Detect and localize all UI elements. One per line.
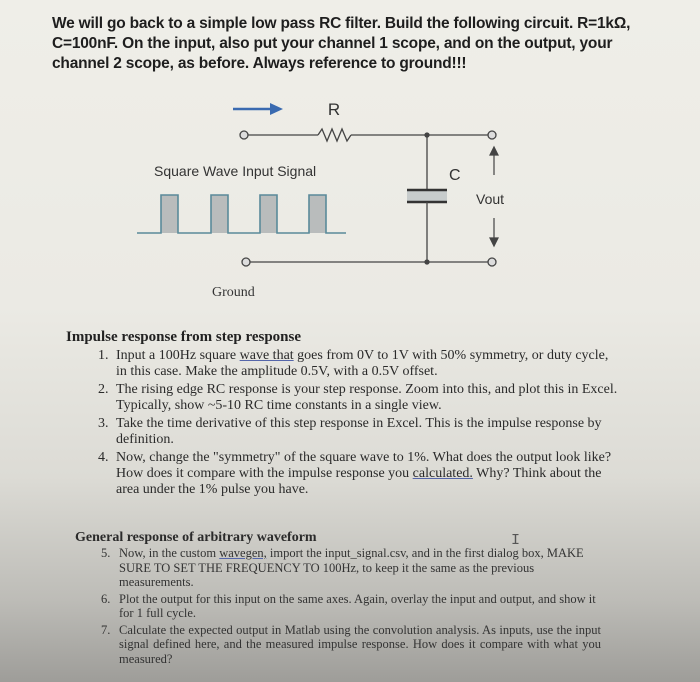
current-arrow-icon	[233, 103, 283, 115]
ground-label: Ground	[212, 285, 255, 300]
intro-line-2: C=100nF. On the input, also put your channel 1 scope, and on the output, your	[52, 35, 613, 52]
step-2: 2. The rising edge RC response is your step response. Zoom into this, and plot this in Excel. Typically, show ~5-10 RC time constants in a single view.	[98, 382, 618, 413]
section1-title: Impulse response from step response	[66, 329, 302, 345]
section2-title: General response of arbitrary waveform	[75, 530, 317, 545]
input-signal-label: Square Wave Input Signal	[154, 163, 317, 179]
section1-steps	[98, 348, 618, 500]
ground-wire	[242, 258, 496, 266]
text-cursor-icon: I	[511, 532, 521, 549]
resistor-icon	[318, 129, 351, 141]
intro-line-1: We will go back to a simple low pass RC filter. Build the following circuit. R=1kΩ,	[52, 15, 631, 32]
step-5: 5. Now, in the custom wavegen, import the input_signal.csv, and in the first dialog box, MAKE SURE TO SET THE FREQUENCY TO 100Hz, to keep it the same as the previous measurements.	[101, 546, 584, 589]
underlined-text: wave that	[239, 348, 294, 363]
step-3: 3. Take the time derivative of this step response in Excel. This is the impulse response by definition.	[98, 416, 602, 447]
capacitor-icon	[407, 135, 447, 262]
top-wire	[240, 129, 496, 141]
underlined-text: wavegen,	[219, 546, 267, 560]
square-wave-icon	[137, 195, 346, 233]
step-6: 6. Plot the output for this input on the same axes. Again, overlay the input and output, and show it for 1 full cycle.	[101, 591, 596, 620]
step-1: 1. Input a 100Hz square wave that goes from 0V to 1V with 50% symmetry, or duty cycle, in this case. Make the amplitude 0.5V, with a 0.5V offset.	[98, 348, 609, 379]
rc-circuit-diagram	[0, 0, 700, 320]
intro-line-3: channel 2 scope, as before. Always reference to ground!!!	[52, 55, 467, 72]
resistor-label: R	[327, 100, 341, 119]
section2-steps	[101, 546, 601, 668]
step-7: 7. Calculate the expected output in Matlab using the convolution analysis. As inputs, use the input signal defined here, and the measured impulse response. How does it compare with what you measured?	[101, 622, 601, 666]
vout-label: Vout	[476, 191, 505, 207]
capacitor-label: C	[449, 167, 461, 184]
step-4: 4. Now, change the "symmetry" of the square wave to 1%. What does the output look like? How does it compare with the impulse response you calculated. Why? Think about the area under the 1% pulse you have.	[98, 450, 612, 497]
underlined-text: calculated.	[412, 466, 473, 481]
